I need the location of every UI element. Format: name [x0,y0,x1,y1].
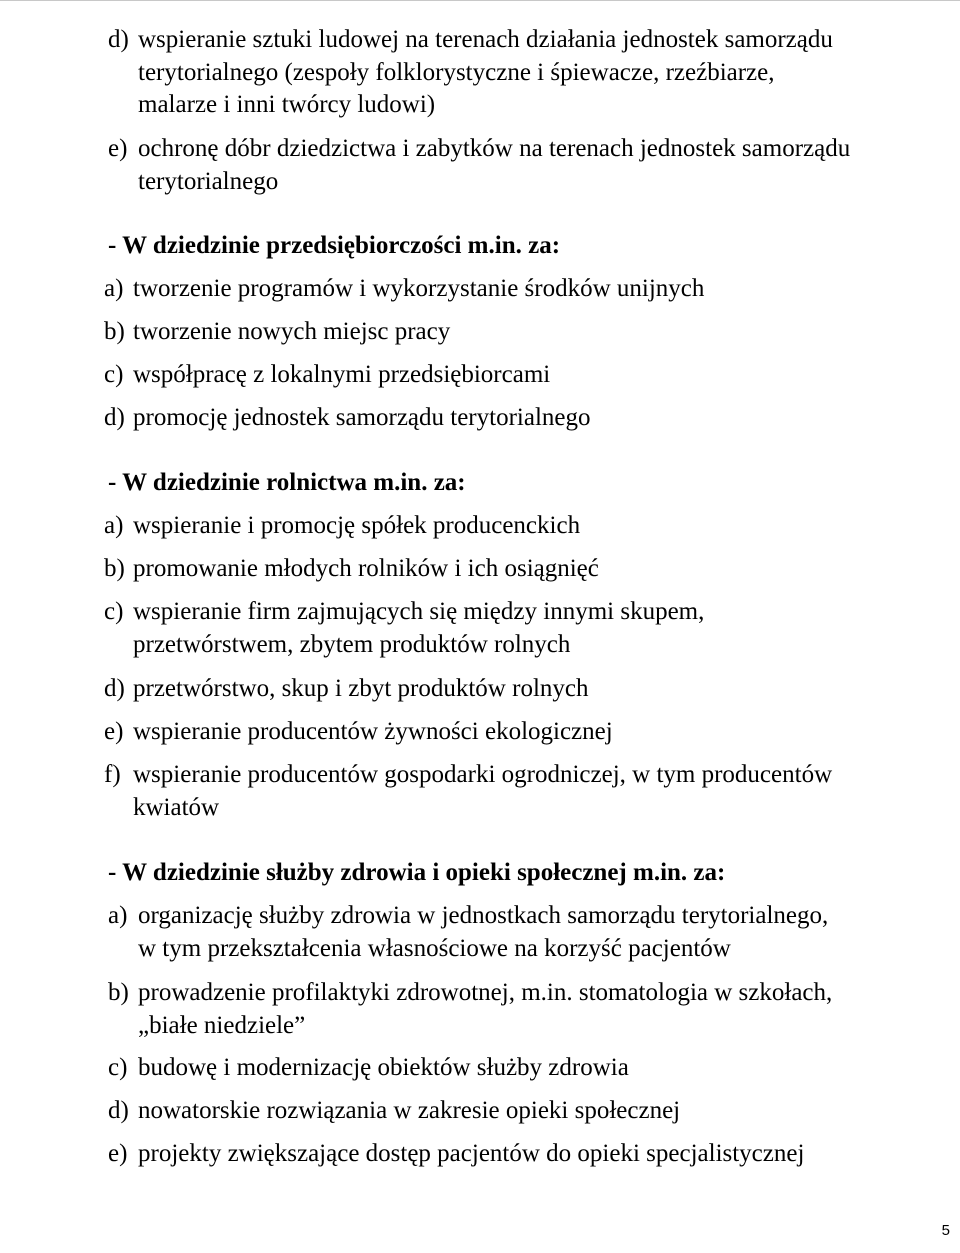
section-heading-agriculture: - W dziedzinie rolnictwa m.in. za: [108,469,466,496]
list-marker: e) [108,135,128,162]
list-marker: c) [104,598,124,625]
list-item-text: wspieranie producentów żywności ekologicznej [133,718,613,745]
list-marker: d) [104,404,125,431]
list-marker: d) [108,1097,129,1124]
list-item-text: przetwórstwem, zbytem produktów rolnych [133,631,571,658]
list-item-text: promocję jednostek samorządu terytorialnego [133,404,591,431]
list-item-text: wspieranie sztuki ludowej na terenach działania jednostek samorządu [138,26,833,53]
list-marker: c) [108,1054,128,1081]
list-marker: a) [104,512,124,539]
list-item-text: nowatorskie rozwiązania w zakresie opieki społecznej [138,1097,681,1124]
list-item-text: projekty zwiększające dostęp pacjentów do opieki specjalistycznej [138,1140,805,1167]
list-item-text: wspieranie i promocję spółek producenckich [133,512,581,539]
list-item-text: terytorialnego [138,168,279,195]
list-item-text: prowadzenie profilaktyki zdrowotnej, m.in. stomatologia w szkołach, [138,979,833,1006]
list-item-text: wspieranie producentów gospodarki ogrodniczej, w tym producentów [133,761,833,788]
page-top-rule [0,0,960,1]
list-item-text: „białe niedziele” [138,1012,306,1039]
section-heading-health: - W dziedzinie służby zdrowia i opieki społecznej m.in. za: [108,859,726,886]
list-marker: a) [104,275,124,302]
list-marker: e) [104,718,124,745]
list-item-text: tworzenie programów i wykorzystanie środków unijnych [133,275,705,302]
list-item-text: wspieranie firm zajmujących się między innymi skupem, [133,598,705,625]
list-item-text: promowanie młodych rolników i ich osiągnięć [133,555,599,582]
list-marker: d) [108,26,129,53]
list-marker: b) [108,979,129,1006]
list-marker: f) [104,761,121,788]
list-marker: b) [104,318,125,345]
page-number: 5 [941,1222,950,1239]
list-item-text: przetwórstwo, skup i zbyt produktów rolnych [133,675,589,702]
list-marker: c) [104,361,124,388]
list-marker: e) [108,1140,128,1167]
list-item-text: kwiatów [133,794,220,821]
list-marker: d) [104,675,125,702]
list-item-text: budowę i modernizację obiektów służby zdrowia [138,1054,629,1081]
list-marker: b) [104,555,125,582]
list-item-text: tworzenie nowych miejsc pracy [133,318,451,345]
list-item-text: w tym przekształcenia własnościowe na korzyść pacjentów [138,935,731,962]
list-item-text: organizację służby zdrowia w jednostkach samorządu terytorialnego, [138,902,829,929]
section-heading-entrepreneurship: - W dziedzinie przedsiębiorczości m.in. za: [108,232,561,259]
list-item-text: malarze i inni twórcy ludowi) [138,91,436,118]
list-item-text: ochronę dóbr dziedzictwa i zabytków na terenach jednostek samorządu [138,135,851,162]
list-item-text: terytorialnego (zespoły folklorystyczne i śpiewacze, rzeźbiarze, [138,59,775,86]
list-marker: a) [108,902,128,929]
list-item-text: współpracę z lokalnymi przedsiębiorcami [133,361,551,388]
